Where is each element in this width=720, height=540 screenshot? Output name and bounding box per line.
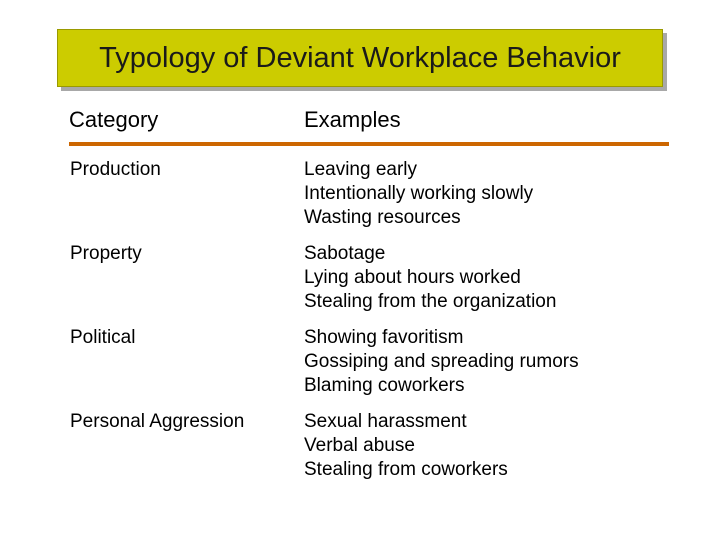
slide-title: Typology of Deviant Workplace Behavior — [99, 41, 621, 74]
example-item: Intentionally working slowly — [304, 183, 534, 204]
example-item: Showing favoritism — [304, 327, 464, 348]
example-item: Sabotage — [304, 243, 386, 264]
category-cell: Production — [70, 159, 161, 180]
title-banner — [57, 29, 663, 87]
header-rule — [69, 142, 669, 146]
example-item: Leaving early — [304, 159, 418, 180]
examples-list — [304, 410, 508, 482]
header-examples: Examples — [304, 107, 401, 132]
category-cell: Personal Aggression — [70, 411, 245, 432]
examples-list — [304, 242, 556, 314]
examples-list — [304, 158, 533, 230]
example-item: Blaming coworkers — [304, 375, 465, 396]
example-item: Gossiping and spreading rumors — [304, 351, 579, 372]
example-item: Lying about hours worked — [304, 267, 521, 288]
example-item: Wasting resources — [304, 207, 461, 228]
example-item: Sexual harassment — [304, 411, 467, 432]
header-category: Category — [69, 107, 159, 132]
example-item: Stealing from the organization — [304, 291, 557, 312]
example-item: Stealing from coworkers — [304, 459, 508, 480]
example-item: Verbal abuse — [304, 435, 415, 456]
examples-list — [304, 326, 579, 398]
category-cell: Political — [70, 327, 136, 348]
category-cell: Property — [70, 243, 142, 264]
